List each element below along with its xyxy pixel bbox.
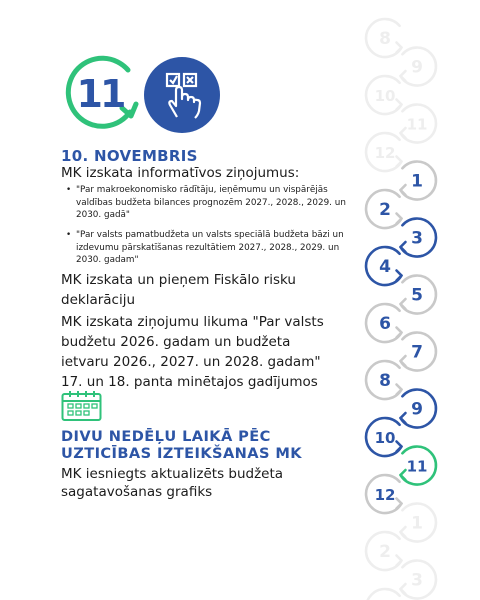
timeline-step-arrow (397, 157, 402, 167)
timeline-step-arrow (397, 100, 402, 110)
timeline-step-arrow (401, 299, 406, 309)
bullet-item: • "Par valsts pamatbudžeta un valsts speciālā budžeta bāzi un izdevumu pārskatīšanas rezultātiem 2027., 2028., 2029. un 2030. gadam" (60, 229, 360, 267)
step-timeline (340, 0, 480, 600)
timeline-step-arrow (397, 214, 402, 224)
timeline-step (401, 276, 436, 314)
timeline-step (366, 361, 401, 399)
timeline-step-arrow (401, 527, 406, 537)
timeline-step-number: 1 (411, 513, 423, 534)
hand-select-icon (144, 57, 220, 133)
intro-text: MK izskata informatīvos ziņojumus: (61, 165, 300, 181)
timeline-step-arrow (397, 556, 402, 566)
timeline-step (401, 447, 436, 485)
paragraph-budget-law: MK izskata ziņojumu likuma "Par valsts budžetu 2026. gadam un budžeta ietvaru 2026., 2027. un 2028. gadam" 17. un 18. panta minētajos gadījumos (61, 314, 324, 390)
timeline-step-number: 12 (374, 144, 396, 162)
timeline-step (366, 304, 401, 342)
timeline-step (401, 219, 436, 257)
timeline-step-arrow (397, 442, 402, 452)
timeline-step-number: 10 (374, 429, 396, 447)
bullet-list (60, 229, 360, 267)
paragraph-fiscal-risk: MK izskata un pieņem Fiskālo risku deklarāciju (61, 272, 296, 308)
calendar-icon (61, 390, 103, 422)
timeline-step (366, 133, 401, 171)
timeline-step (401, 48, 436, 86)
timeline-step-arrow (401, 185, 406, 195)
timeline-step-arrow (397, 328, 402, 338)
timeline-step-number: 2 (379, 542, 391, 562)
bullet-list (60, 184, 360, 222)
timeline-step-number: 12 (374, 486, 396, 504)
timeline-step-number: 9 (411, 57, 423, 78)
timeline-step (366, 418, 401, 456)
timeline-step-number: 9 (411, 399, 423, 420)
timeline-step (401, 162, 436, 200)
timeline-step-number: 10 (374, 87, 396, 105)
timeline-step (366, 247, 401, 285)
timeline-step (366, 589, 401, 600)
timeline-step-number: 2 (379, 200, 391, 220)
section-text: MK iesniegts aktualizēts budžeta sagatavošanas grafiks (61, 466, 284, 500)
timeline-step-arrow (401, 470, 406, 480)
timeline-step (366, 190, 401, 228)
timeline-step (401, 105, 436, 143)
timeline-step-number: 7 (411, 342, 423, 363)
bullet-item: • "Par makroekonomisko rādītāju, ieņēmumu un vispārējās valdības budžeta bilances prognozēm 2027., 2028., 2029. un 2030. gadā" (60, 184, 360, 222)
timeline-step-number: 4 (379, 257, 391, 277)
timeline-step-arrow (401, 356, 406, 366)
timeline-step-number: 11 (406, 115, 428, 134)
timeline-step (401, 333, 436, 371)
section-heading: DIVU NEDĒĻU LAIKĀ PĒC UZTICĪBAS IZTEIKŠANAS MK (61, 428, 302, 462)
timeline-step-arrow (401, 71, 406, 81)
timeline-step-arrow (397, 271, 402, 281)
timeline-step (366, 475, 401, 513)
timeline-step-arrow (401, 413, 406, 423)
timeline-step (366, 532, 401, 570)
timeline-step-arrow (401, 128, 406, 138)
timeline-step-number: 1 (411, 171, 423, 192)
timeline-step (366, 19, 401, 57)
timeline-step-number: 5 (411, 285, 423, 306)
timeline-step-number: 6 (379, 314, 391, 334)
date-heading: 10. NOVEMBRIS (61, 147, 198, 165)
timeline-step-arrow (401, 584, 406, 594)
timeline-step-number: 11 (406, 457, 428, 476)
timeline-step (401, 390, 436, 428)
timeline-step-arrow (397, 43, 402, 53)
timeline-step-arrow (397, 385, 402, 395)
timeline-step-number: 3 (411, 570, 423, 591)
timeline-step (366, 76, 401, 114)
timeline-step-arrow (397, 499, 402, 509)
timeline-step-number: 8 (379, 371, 391, 391)
timeline-step-number: 8 (379, 29, 391, 49)
current-step-number: 11 (76, 72, 124, 116)
timeline-step-arrow (401, 242, 406, 252)
timeline-step-number: 3 (411, 228, 423, 249)
timeline-step (401, 504, 436, 542)
timeline-step (401, 561, 436, 599)
